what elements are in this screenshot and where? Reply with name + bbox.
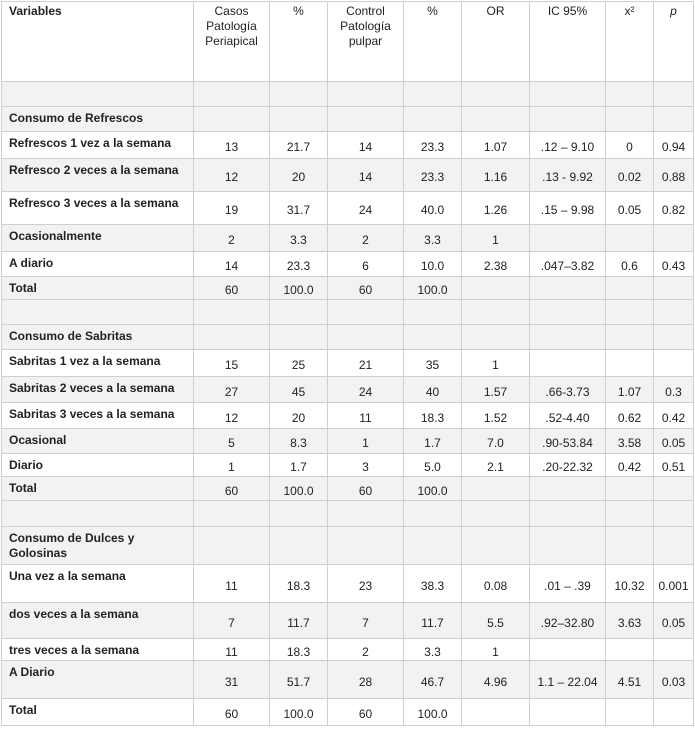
spacer-row [2,501,694,527]
ic-value: .01 – .39 [530,565,606,603]
control-value: 28 [328,661,404,699]
section-row [2,527,694,565]
p-value: 0.001 [654,565,694,603]
casos-value: 11 [194,565,270,603]
ic-value [530,82,606,107]
header-pct-casos: % [270,2,328,82]
casos-value: 1 [194,454,270,477]
casos-value: 60 [194,699,270,726]
chi-square-value [606,107,654,132]
pct-casos-value: 11.7 [270,603,328,639]
pct-control-value [404,107,462,132]
table-row [2,639,694,661]
table-row [2,192,694,225]
chi-square-value: 1.07 [606,377,654,403]
chi-square-value [606,477,654,501]
or-value [462,477,530,501]
pct-casos-value: 100.0 [270,699,328,726]
pct-casos-value: 21.7 [270,132,328,159]
p-value: 0.43 [654,252,694,277]
row-label: Una vez a la semana [2,565,194,603]
control-value [328,107,404,132]
row-label: dos veces a la semana [2,603,194,639]
chi-square-value: 4.51 [606,661,654,699]
table-row [2,350,694,377]
header-variables: Variables [2,2,194,82]
table-row [2,252,694,277]
table-row [2,225,694,252]
ic-value [530,300,606,325]
or-value [462,82,530,107]
p-value: 0.3 [654,377,694,403]
or-value: 4.96 [462,661,530,699]
ic-value [530,225,606,252]
ic-value [530,527,606,565]
p-value [654,527,694,565]
pct-casos-value [270,107,328,132]
pct-control-value: 100.0 [404,477,462,501]
header-ic: IC 95% [530,2,606,82]
row-label: Total [2,477,194,501]
section-label: Consumo de Refrescos [2,107,194,132]
row-label: Sabritas 1 vez a la semana [2,350,194,377]
pct-control-value: 46.7 [404,661,462,699]
or-value: 2.1 [462,454,530,477]
p-value: 0.51 [654,454,694,477]
casos-value: 60 [194,477,270,501]
pct-casos-value: 31.7 [270,192,328,225]
row-label: Refresco 3 veces a la semana [2,192,194,225]
control-value [328,501,404,527]
pct-casos-value [270,82,328,107]
chi-square-value: 0.05 [606,192,654,225]
chi-square-value [606,300,654,325]
table-row [2,377,694,403]
or-value: 1 [462,350,530,377]
section-row [2,325,694,350]
table-row [2,699,694,726]
p-value: 0.88 [654,159,694,192]
pct-control-value [404,325,462,350]
p-value: 0.05 [654,603,694,639]
pct-control-value [404,82,462,107]
p-value [654,325,694,350]
chi-square-value: 0.6 [606,252,654,277]
header-control: Control Patología pulpar [328,2,404,82]
pct-control-value [404,527,462,565]
p-value [654,277,694,300]
ic-value [530,477,606,501]
chi-square-value: 0.02 [606,159,654,192]
control-value [328,325,404,350]
casos-value [194,107,270,132]
casos-value: 12 [194,159,270,192]
section-label: Consumo de Dulces y Golosinas [2,527,194,565]
ic-value [530,107,606,132]
or-value: 1 [462,225,530,252]
casos-value [194,82,270,107]
casos-value: 27 [194,377,270,403]
pct-casos-value: 51.7 [270,661,328,699]
control-value [328,527,404,565]
or-value: 1.57 [462,377,530,403]
section-label: Consumo de Sabritas [2,325,194,350]
row-label: Refrescos 1 vez a la semana [2,132,194,159]
table-row [2,403,694,429]
casos-value [194,501,270,527]
control-value: 7 [328,603,404,639]
chi-square-value [606,501,654,527]
chi-square-value [606,639,654,661]
table-row [2,454,694,477]
or-value [462,501,530,527]
pct-control-value: 3.3 [404,225,462,252]
casos-value: 14 [194,252,270,277]
or-value: 5.5 [462,603,530,639]
or-value: 1.52 [462,403,530,429]
control-value: 21 [328,350,404,377]
pct-control-value: 1.7 [404,429,462,454]
table-row [2,429,694,454]
pct-control-value: 10.0 [404,252,462,277]
p-value [654,639,694,661]
pct-casos-value: 45 [270,377,328,403]
pct-casos-value: 3.3 [270,225,328,252]
or-value [462,300,530,325]
table-row [2,477,694,501]
chi-square-value: 0.62 [606,403,654,429]
pct-control-value: 100.0 [404,277,462,300]
pct-casos-value [270,527,328,565]
casos-value: 11 [194,639,270,661]
header-row [2,2,694,82]
ic-value [530,639,606,661]
chi-square-value: 0 [606,132,654,159]
chi-square-value [606,277,654,300]
row-label: Total [2,277,194,300]
header-or: OR [462,2,530,82]
pct-casos-value [270,300,328,325]
casos-value [194,300,270,325]
pct-control-value: 40 [404,377,462,403]
casos-value: 60 [194,277,270,300]
ic-value: .66-3.73 [530,377,606,403]
p-value [654,225,694,252]
pct-control-value: 11.7 [404,603,462,639]
pct-casos-value: 23.3 [270,252,328,277]
chi-square-value: 10.32 [606,565,654,603]
p-value [654,300,694,325]
chi-square-value: 0.42 [606,454,654,477]
casos-value: 31 [194,661,270,699]
chi-square-value [606,699,654,726]
header-pct-control: % [404,2,462,82]
casos-value: 13 [194,132,270,159]
ic-value: .12 – 9.10 [530,132,606,159]
ic-value: .90-53.84 [530,429,606,454]
pct-control-value [404,300,462,325]
row-label: Ocasional [2,429,194,454]
p-value [654,699,694,726]
header-p: p [654,2,694,82]
casos-value [194,325,270,350]
or-value [462,277,530,300]
chi-square-value [606,82,654,107]
ic-value: .20-22.32 [530,454,606,477]
or-value [462,325,530,350]
ic-value: .52-4.40 [530,403,606,429]
table-row [2,565,694,603]
p-value [654,477,694,501]
chi-square-value [606,225,654,252]
pct-control-value: 40.0 [404,192,462,225]
p-value: 0.42 [654,403,694,429]
pct-control-value [404,501,462,527]
p-value: 0.05 [654,429,694,454]
control-value [328,82,404,107]
row-label: A Diario [2,661,194,699]
ic-value: .13 - 9.92 [530,159,606,192]
chi-square-value: 3.63 [606,603,654,639]
chi-square-value [606,527,654,565]
pct-control-value: 35 [404,350,462,377]
p-value [654,350,694,377]
row-label: A diario [2,252,194,277]
or-value: 1 [462,639,530,661]
row-label: Diario [2,454,194,477]
casos-value: 5 [194,429,270,454]
or-value [462,107,530,132]
row-label [2,501,194,527]
ic-value [530,277,606,300]
control-value: 6 [328,252,404,277]
or-value: 1.16 [462,159,530,192]
row-label [2,300,194,325]
or-value: 1.26 [462,192,530,225]
casos-value: 12 [194,403,270,429]
pct-control-value: 38.3 [404,565,462,603]
control-value: 24 [328,192,404,225]
pct-casos-value: 100.0 [270,277,328,300]
ic-value [530,350,606,377]
ic-value: .92–32.80 [530,603,606,639]
p-value: 0.94 [654,132,694,159]
row-label: Sabritas 3 veces a la semana [2,403,194,429]
p-value: 0.03 [654,661,694,699]
control-value: 3 [328,454,404,477]
p-value [654,501,694,527]
control-value: 2 [328,225,404,252]
pct-casos-value: 20 [270,159,328,192]
row-label [2,82,194,107]
pct-control-value: 23.3 [404,159,462,192]
control-value [328,300,404,325]
casos-value: 7 [194,603,270,639]
table-row [2,661,694,699]
pct-control-value: 5.0 [404,454,462,477]
or-value [462,527,530,565]
section-row [2,107,694,132]
ic-value [530,699,606,726]
table-row [2,159,694,192]
ic-value: .15 – 9.98 [530,192,606,225]
table-row [2,277,694,300]
chi-square-value [606,350,654,377]
control-value: 60 [328,699,404,726]
casos-value [194,527,270,565]
p-value [654,82,694,107]
header-chi-square: x² [606,2,654,82]
control-value: 14 [328,159,404,192]
row-label: Total [2,699,194,726]
p-value: 0.82 [654,192,694,225]
pct-casos-value [270,501,328,527]
results-table [1,1,694,726]
chi-square-value [606,325,654,350]
chi-square-value: 3.58 [606,429,654,454]
pct-control-value: 18.3 [404,403,462,429]
pct-casos-value: 1.7 [270,454,328,477]
or-value [462,699,530,726]
row-label: Refresco 2 veces a la semana [2,159,194,192]
header-casos: Casos Patología Periapical [194,2,270,82]
row-label: Sabritas 2 veces a la semana [2,377,194,403]
pct-control-value: 23.3 [404,132,462,159]
ic-value: .047–3.82 [530,252,606,277]
ic-value [530,501,606,527]
pct-casos-value: 20 [270,403,328,429]
control-value: 14 [328,132,404,159]
spacer-row [2,300,694,325]
or-value: 7.0 [462,429,530,454]
pct-casos-value: 100.0 [270,477,328,501]
control-value: 11 [328,403,404,429]
control-value: 2 [328,639,404,661]
pct-casos-value [270,325,328,350]
or-value: 0.08 [462,565,530,603]
casos-value: 19 [194,192,270,225]
casos-value: 15 [194,350,270,377]
or-value: 2.38 [462,252,530,277]
pct-casos-value: 25 [270,350,328,377]
control-value: 60 [328,477,404,501]
spacer-row [2,82,694,107]
row-label: tres veces a la semana [2,639,194,661]
control-value: 1 [328,429,404,454]
ic-value: 1.1 – 22.04 [530,661,606,699]
pct-casos-value: 8.3 [270,429,328,454]
pct-casos-value: 18.3 [270,565,328,603]
p-value [654,107,694,132]
control-value: 60 [328,277,404,300]
table-row [2,132,694,159]
ic-value [530,325,606,350]
pct-control-value: 100.0 [404,699,462,726]
casos-value: 2 [194,225,270,252]
or-value: 1.07 [462,132,530,159]
row-label: Ocasionalmente [2,225,194,252]
pct-casos-value: 18.3 [270,639,328,661]
table-row [2,603,694,639]
control-value: 23 [328,565,404,603]
control-value: 24 [328,377,404,403]
pct-control-value: 3.3 [404,639,462,661]
